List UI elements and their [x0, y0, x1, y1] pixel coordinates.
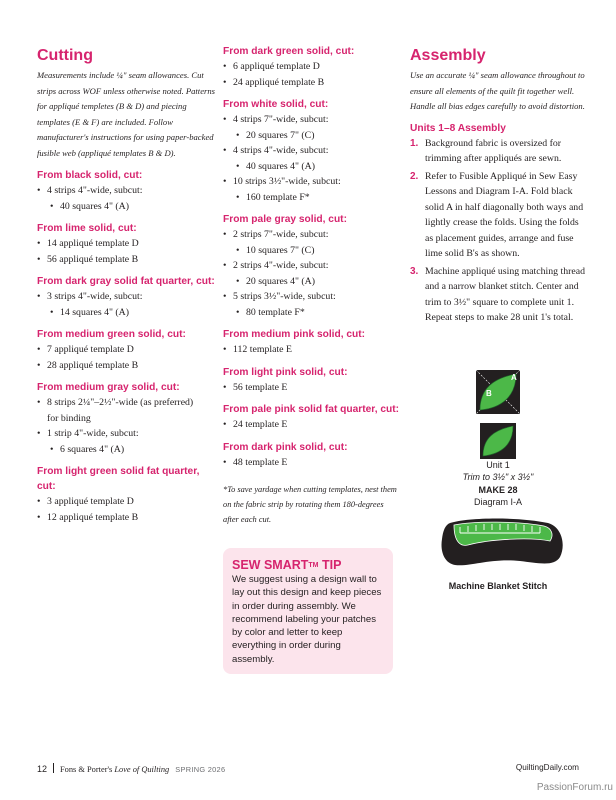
label-a: A [511, 373, 517, 382]
cut-list [223, 59, 401, 90]
step-text: Refer to Fusible Appliqué in Sew Easy Lessons and Diagram I-A. Fold black solid A in half diagonally both ways and lightly crease the folds. Using the folds as placement guides, arrange and fuse lime solid B's as shown. [425, 170, 584, 259]
cut-list [223, 380, 401, 396]
cut-list [223, 227, 401, 320]
cut-list-item: • 112 template E [223, 342, 401, 358]
cut-list [223, 417, 401, 433]
cut-list-item: • 40 squares 4" (A) [37, 199, 215, 215]
section-heading: From dark pink solid, cut: [223, 441, 348, 453]
watermark: PassionForum.ru [536, 782, 613, 793]
footer-left [37, 763, 225, 774]
diagram-name: Diagram I-A [473, 496, 522, 507]
section-heading: From dark gray solid fat quarter, cut: [37, 276, 215, 287]
section-heading: From white solid, cut: [223, 99, 329, 110]
cut-list-item: • 2 strips 4"-wide, subcut: [223, 258, 401, 274]
cut-list-item: • 10 strips 3½"-wide, subcut: [223, 174, 401, 190]
assembly-column [410, 44, 586, 328]
cut-list-item: • 2 strips 7"-wide, subcut: [223, 227, 401, 243]
label-b: B [486, 389, 492, 398]
units-subheading: Units 1–8 Assembly [410, 122, 506, 134]
assembly-step [410, 136, 586, 167]
cut-list-item: • 28 appliqué template B [37, 358, 215, 374]
cut-list-item: • 3 appliqué template D [37, 494, 215, 510]
step-number: 1. [410, 137, 419, 149]
cut-list-item: • 56 appliqué template B [37, 252, 215, 268]
cutting-intro: Measurements include ¼" seam allowances. Cut strips across WOF unless otherwise noted. Patterns for appliqué templetes (B & D) and piecing templates (E & F) are included. Follow manufacturer's instructions for using paper-backed fusible web (appliqué templates B & D). [37, 70, 215, 158]
cut-list-item: • 6 squares 4" (A) [37, 442, 215, 458]
assembly-step [410, 264, 586, 326]
cut-list [223, 342, 401, 358]
sew-smart-tip [223, 548, 393, 674]
cut-list-item: • 80 template F* [223, 305, 401, 321]
yardage-note: *To save yardage when cutting templates, nest them on the fabric strip by rotating them 180-degrees after each cut. [223, 485, 397, 524]
cut-list [37, 183, 215, 214]
step-number: 3. [410, 265, 419, 277]
diagram-i-a [410, 368, 586, 508]
tip-text: We suggest using a design wall to lay out this design and keep pieces in order during assembly. We recommend labeling your patches by color and letter to keep everything in order during assembly. [232, 574, 382, 665]
issue-season: SPRING 2026 [175, 765, 226, 774]
cut-list-item: • 4 strips 4"-wide, subcut: [37, 183, 215, 199]
cut-list [223, 455, 401, 471]
footer-divider [53, 763, 54, 773]
cut-list [37, 289, 215, 320]
cut-list-item: • 8 strips 2¼"–2½"-wide (as preferred) [37, 395, 215, 411]
page-number: 12 [37, 764, 48, 774]
cut-list-item: • 24 appliqué template B [223, 75, 401, 91]
section-heading: From pale pink solid fat quarter, cut: [223, 404, 400, 415]
cut-list-item: • 20 squares 4" (A) [223, 274, 401, 290]
step-text: Background fabric is oversized for trimming after appliqués are sewn. [425, 137, 562, 164]
section-heading: From light pink solid, cut: [223, 366, 348, 378]
section-heading: From black solid, cut: [37, 170, 143, 181]
assembly-intro: Use an accurate ¼" seam allowance throughout to ensure all elements of the quilt fit together well. Handle all bias edges carefully to avoid distortion. [410, 70, 585, 111]
cut-list-item: • 48 template E [223, 455, 401, 471]
make-label: MAKE 28 [478, 485, 518, 495]
cut-list-item: • 7 appliqué template D [37, 342, 215, 358]
publication-name: Fons & Porter's [60, 765, 113, 774]
page-footer [37, 763, 579, 777]
cut-list-item: • 4 strips 7"-wide, subcut: [223, 112, 401, 128]
website-link[interactable]: QuiltingDaily.com [515, 763, 579, 772]
blanket-stitch-figure [410, 515, 586, 593]
cutting-title: Cutting [37, 47, 93, 64]
cut-list-item: • 56 template E [223, 380, 401, 396]
cut-list-item: • 160 template F* [223, 190, 401, 206]
cut-list [37, 342, 215, 373]
cut-list-item: • 5 strips 3½"-wide, subcut: [223, 289, 401, 305]
section-heading: From medium pink solid, cut: [223, 329, 366, 340]
cut-list-item: • 4 strips 4"-wide, subcut: [223, 143, 401, 159]
unit-label: Unit 1 [486, 460, 510, 470]
cut-list [223, 112, 401, 205]
magazine-name: Love of Quilting [114, 765, 170, 774]
cutting-column-1 [37, 44, 215, 525]
tip-title: SEW SMART™ TIP [232, 558, 342, 572]
cut-list-item: • 14 appliqué template D [37, 236, 215, 252]
cut-list [37, 395, 215, 457]
cutting-sections [37, 168, 215, 525]
cutting-sections-continued [223, 44, 401, 470]
section-heading: From dark green solid, cut: [223, 46, 355, 57]
step-number: 2. [410, 170, 419, 182]
cut-list [37, 236, 215, 267]
cut-list-item: • 40 squares 4" (A) [223, 159, 401, 175]
assembly-step [410, 169, 586, 262]
section-heading: From medium green solid, cut: [37, 329, 186, 340]
assembly-steps [410, 136, 586, 326]
cut-list-item: for binding [47, 412, 91, 424]
trim-label: Trim to 3½" x 3½" [462, 471, 534, 482]
cut-list-item: • 1 strip 4"-wide, subcut: [37, 426, 215, 442]
cut-list-item: • 20 squares 7" (C) [223, 128, 401, 144]
cut-list [37, 494, 215, 525]
section-heading: From light green solid fat quarter, cut: [37, 466, 200, 492]
cut-list-item: • 10 squares 7" (C) [223, 243, 401, 259]
section-heading: From pale gray solid, cut: [223, 214, 347, 225]
cut-list-item: • 14 squares 4" (A) [37, 305, 215, 321]
section-heading: From lime solid, cut: [37, 223, 137, 234]
cutting-column-2 [223, 44, 401, 527]
stitch-caption: Machine Blanket Stitch [448, 581, 548, 591]
section-heading: From medium gray solid, cut: [37, 382, 180, 393]
cut-list-item: • 6 appliqué template D [223, 59, 401, 75]
assembly-title: Assembly [410, 47, 486, 64]
step-text: Machine appliqué using matching thread and a narrow blanket stitch. Center and trim to 3½" square to complete unit 1. Repeat steps to make 28 unit 1's total. [425, 265, 585, 323]
cut-list-item: • 12 appliqué template B [37, 510, 215, 526]
cut-list-item: • 24 template E [223, 417, 401, 433]
blanket-stitch-illustration [410, 515, 586, 575]
cut-list-item: • 3 strips 4"-wide, subcut: [37, 289, 215, 305]
